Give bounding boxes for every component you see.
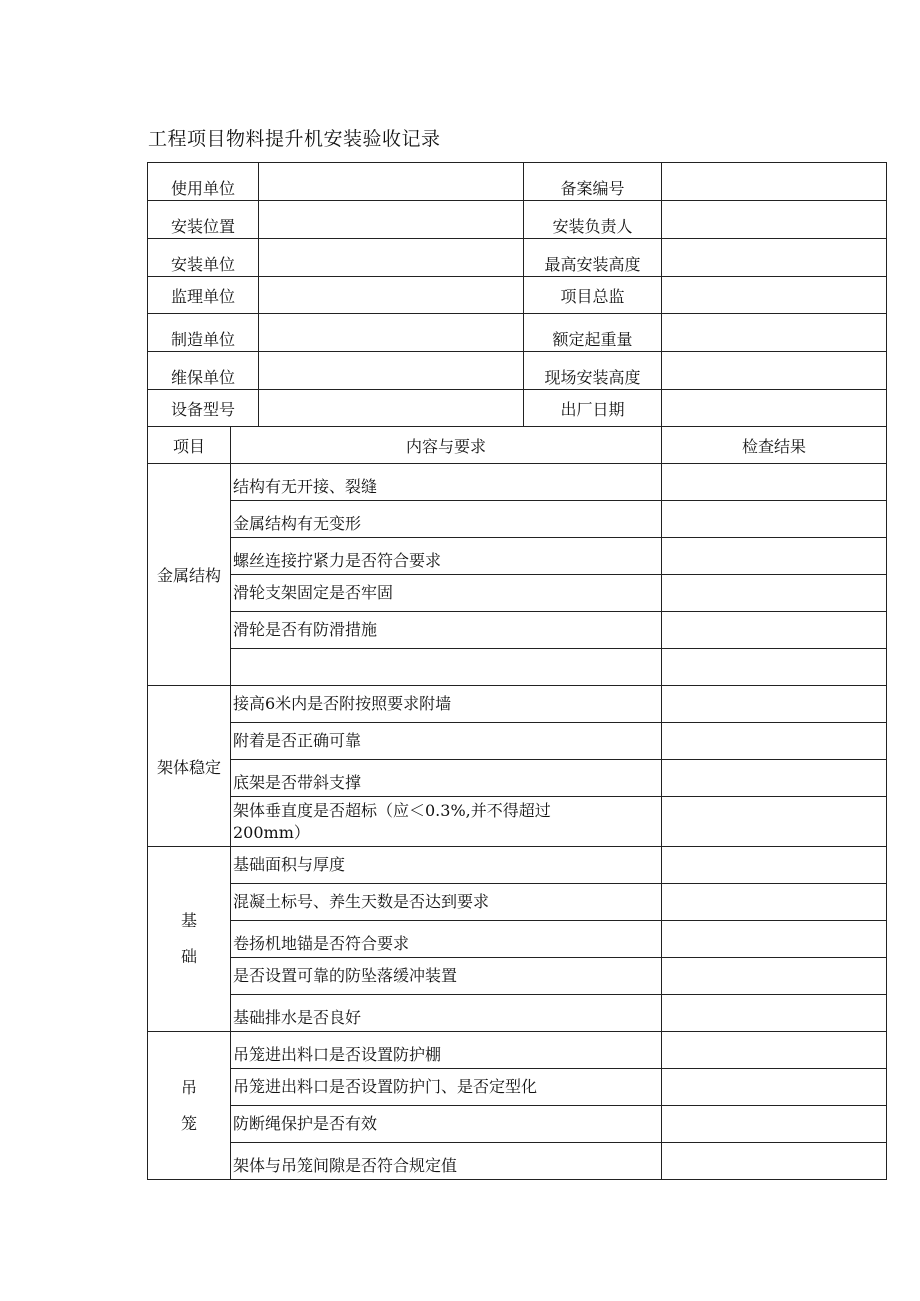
result-cell[interactable] [662, 575, 887, 612]
result-cell[interactable] [662, 847, 887, 884]
section-hoist-cage [148, 1032, 231, 1180]
requirement-text [231, 649, 662, 686]
requirement-text: 卷扬机地锚是否符合要求 [231, 921, 662, 958]
check-row [148, 1032, 887, 1069]
label-factory-date: 出厂日期 [524, 390, 662, 427]
result-cell[interactable] [662, 464, 887, 501]
document-title: 工程项目物料提升机安装验收记录 [148, 128, 441, 150]
value-rated-load[interactable] [662, 314, 887, 352]
check-row [148, 797, 887, 847]
label-maintenance-unit: 维保单位 [148, 352, 259, 390]
requirement-text: 架体垂直度是否超标（应＜0.3%,并不得超过200mm） [231, 797, 662, 847]
check-row [148, 847, 887, 884]
requirement-text: 吊笼进出料口是否设置防护棚 [231, 1032, 662, 1069]
value-record-number[interactable] [662, 163, 887, 201]
requirement-text: 基础面积与厚度 [231, 847, 662, 884]
info-row-usage-unit [148, 163, 887, 201]
value-equipment-model[interactable] [259, 390, 524, 427]
header-result: 检查结果 [662, 427, 887, 464]
check-row [148, 995, 887, 1032]
acceptance-record-table [147, 162, 887, 1180]
check-row [148, 575, 887, 612]
header-item: 项目 [148, 427, 231, 464]
label-max-install-height: 最高安装高度 [524, 239, 662, 277]
result-cell[interactable] [662, 501, 887, 538]
result-cell[interactable] [662, 1106, 887, 1143]
info-row-manufacturer [148, 314, 887, 352]
label-install-location: 安装位置 [148, 201, 259, 239]
check-row [148, 538, 887, 575]
label-usage-unit: 使用单位 [148, 163, 259, 201]
label-project-director: 项目总监 [524, 277, 662, 314]
result-cell[interactable] [662, 884, 887, 921]
result-cell[interactable] [662, 612, 887, 649]
check-row [148, 1069, 887, 1106]
result-cell[interactable] [662, 958, 887, 995]
label-supervision-unit: 监理单位 [148, 277, 259, 314]
value-max-install-height[interactable] [662, 239, 887, 277]
check-row [148, 723, 887, 760]
info-row-maintenance-unit [148, 352, 887, 390]
value-install-manager[interactable] [662, 201, 887, 239]
requirement-text: 基础排水是否良好 [231, 995, 662, 1032]
section-hoist-cage-char-2: 笼 [180, 1113, 197, 1133]
result-cell[interactable] [662, 723, 887, 760]
value-site-install-height[interactable] [662, 352, 887, 390]
section-frame-stability: 架体稳定 [148, 686, 231, 847]
requirement-text: 是否设置可靠的防坠落缓冲装置 [231, 958, 662, 995]
section-metal-structure: 金属结构 [148, 464, 231, 686]
requirement-text: 防断绳保护是否有效 [231, 1106, 662, 1143]
result-cell[interactable] [662, 995, 887, 1032]
section-foundation [148, 847, 231, 1032]
check-row [148, 649, 887, 686]
result-cell[interactable] [662, 1069, 887, 1106]
check-row [148, 501, 887, 538]
check-row [148, 612, 887, 649]
value-supervision-unit[interactable] [259, 277, 524, 314]
requirement-text: 吊笼进出料口是否设置防护门、是否定型化 [231, 1069, 662, 1106]
label-install-unit: 安装单位 [148, 239, 259, 277]
info-row-install-location [148, 201, 887, 239]
value-maintenance-unit[interactable] [259, 352, 524, 390]
requirement-text: 混凝土标号、养生天数是否达到要求 [231, 884, 662, 921]
result-cell[interactable] [662, 921, 887, 958]
value-factory-date[interactable] [662, 390, 887, 427]
requirement-text: 接高6米内是否附按照要求附墙 [231, 686, 662, 723]
check-row [148, 884, 887, 921]
table-header-row [148, 427, 887, 464]
result-cell[interactable] [662, 760, 887, 797]
check-row [148, 760, 887, 797]
section-foundation-char-2: 础 [180, 947, 197, 966]
result-cell[interactable] [662, 686, 887, 723]
check-row [148, 958, 887, 995]
requirement-text: 滑轮支架固定是否牢固 [231, 575, 662, 612]
requirement-text: 金属结构有无变形 [231, 501, 662, 538]
label-rated-load: 额定起重量 [524, 314, 662, 352]
value-manufacturer[interactable] [259, 314, 524, 352]
header-content: 内容与要求 [231, 427, 662, 464]
requirement-text: 结构有无开接、裂缝 [231, 464, 662, 501]
value-install-location[interactable] [259, 201, 524, 239]
result-cell[interactable] [662, 1032, 887, 1069]
value-install-unit[interactable] [259, 239, 524, 277]
check-row [148, 1143, 887, 1180]
label-record-number: 备案编号 [524, 163, 662, 201]
label-manufacturer: 制造单位 [148, 314, 259, 352]
check-row [148, 1106, 887, 1143]
result-cell[interactable] [662, 649, 887, 686]
requirement-text: 附着是否正确可靠 [231, 723, 662, 760]
section-foundation-char-1: 基 [180, 911, 197, 930]
label-install-manager: 安装负责人 [524, 201, 662, 239]
result-cell[interactable] [662, 538, 887, 575]
requirement-text: 架体与吊笼间隙是否符合规定值 [231, 1143, 662, 1180]
value-project-director[interactable] [662, 277, 887, 314]
info-row-equipment-model [148, 390, 887, 427]
label-equipment-model: 设备型号 [148, 390, 259, 427]
check-row [148, 464, 887, 501]
label-site-install-height: 现场安装高度 [524, 352, 662, 390]
check-row [148, 686, 887, 723]
requirement-text: 螺丝连接拧紧力是否符合要求 [231, 538, 662, 575]
check-row [148, 921, 887, 958]
result-cell[interactable] [662, 1143, 887, 1180]
info-row-supervision-unit [148, 277, 887, 314]
section-hoist-cage-char-1: 吊 [180, 1077, 197, 1097]
value-usage-unit[interactable] [259, 163, 524, 201]
requirement-text: 滑轮是否有防滑措施 [231, 612, 662, 649]
info-row-install-unit [148, 239, 887, 277]
result-cell[interactable] [662, 797, 887, 847]
requirement-text: 底架是否带斜支撑 [231, 760, 662, 797]
